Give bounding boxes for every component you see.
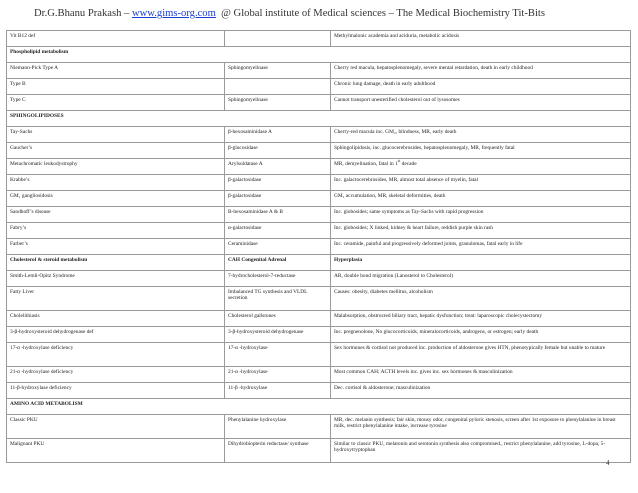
enzyme-cell: Imbalanced TG synthesis and VLDL secretion (225, 287, 331, 311)
features-cell: Inc. globosides; same symptoms as Tay-Sachs with rapid progression (331, 207, 631, 223)
features-cell: Inc. galactocerebrosides, MR, almost total absence of myelin, fatal (331, 175, 631, 191)
hyperplasia-heading-cell: Hyperplasia (331, 255, 631, 271)
header-author: Dr.G.Bhanu Prakash – (34, 8, 132, 19)
cah-heading-cell: CAH Congenital Adrenal (225, 255, 331, 271)
features-cell: Dec. cortisol & aldosterone; masculinization (331, 383, 631, 399)
enzyme-cell: 3-β-hydroxysteroid dehydrogenase (225, 327, 331, 343)
enzyme-cell: β-galactosidase (225, 175, 331, 191)
table-row (7, 327, 631, 343)
disease-cell: Tay-Sachs (7, 127, 225, 143)
features-cell: MR, dec. melanin synthesis; fair skin, mousy odor, congenital pyloric stenosis, screen after 1st exposure to phenylalanine in breast milk, restrict phenylalanine intake, increase tyrosine (331, 415, 631, 439)
table-row (7, 367, 631, 383)
ordinal-suffix: st (397, 159, 401, 164)
disease-cell: Malignant PKU (7, 439, 225, 463)
table-row (7, 439, 631, 463)
features-cell: AR, double bond migration (Lanosterol to Cholesterol) (331, 271, 631, 287)
features-cell: Cannot transport unesterified cholesterol out of lysosomes (331, 95, 631, 111)
section-row (7, 255, 631, 271)
enzyme-cell: Phenylalanine hydroxylase (225, 415, 331, 439)
enzyme-cell: β-glucosidase (225, 143, 331, 159)
enzyme-cell: 21-α -hydroxylase (225, 367, 331, 383)
disease-cell: Type B (7, 79, 225, 95)
table-row (7, 127, 631, 143)
features-cell: Chronic lung damage, death in early adulthood (331, 79, 631, 95)
features-cell: Methylmalonic academia and aciduria, metabolic acidosis (331, 31, 631, 47)
table-row (7, 343, 631, 367)
table-row (7, 143, 631, 159)
table-row (7, 95, 631, 111)
enzyme-cell: 11-β -hydroxylase (225, 383, 331, 399)
enzyme-cell (225, 31, 331, 47)
features-cell: Cherry red macula, hepatosplenomegaly, severe mental retardation, death in early childhood (331, 63, 631, 79)
enzyme-cell: Sphingomyelinase (225, 63, 331, 79)
disease-cell: Metachromatic leukodystrophy (7, 159, 225, 175)
section-row (7, 399, 631, 415)
table-row (7, 223, 631, 239)
table-row (7, 383, 631, 399)
features-cell: Causes: obesity, diabetes mellitus, alcoholism (331, 287, 631, 311)
disease-cell: Vit B12 def (7, 31, 225, 47)
section-row (7, 111, 631, 127)
table-row (7, 159, 631, 175)
table-row (7, 79, 631, 95)
features-cell: Sphingolipidosis, inc. glucocerebrosides, hepatosplenomegaly, MR, frequently fatal (331, 143, 631, 159)
disease-cell: Fatty Liver (7, 287, 225, 311)
disease-cell: Krabbe’s (7, 175, 225, 191)
features-cell: Sex hormones & cortisol not produced inc. production of aldosterone gives HTN, phenotypically female but unable to mature (331, 343, 631, 367)
features-text-tail: decade (400, 161, 417, 167)
enzyme-cell: Arylsuldatase A (225, 159, 331, 175)
disease-cell: 21-α -hydroxylase deficiency (7, 367, 225, 383)
table-row (7, 31, 631, 47)
disease-cell: Sandhoff’s disease (7, 207, 225, 223)
disease-cell: Type C (7, 95, 225, 111)
disease-cell: GM₁ gangliosidosis (7, 191, 225, 207)
header-title: @ Global institute of Medical sciences – The Medical Biochemistry Tit-Bits (215, 8, 545, 19)
disease-cell: Fabry’s (7, 223, 225, 239)
enzyme-cell: β-galactosidase (225, 191, 331, 207)
disease-cell: Smith-Lemli-Opitz Syndrome (7, 271, 225, 287)
enzyme-cell: Cholesterol gallstones (225, 311, 331, 327)
enzyme-cell: α-galactosidase (225, 223, 331, 239)
table-row (7, 311, 631, 327)
table-row (7, 239, 631, 255)
disease-cell: Cholelithiasis (7, 311, 225, 327)
enzyme-cell: β-hexosaminidase A (225, 127, 331, 143)
table-row (7, 415, 631, 439)
disease-cell: Classic PKU (7, 415, 225, 439)
enzyme-cell: 7-hydrocholesterol-7-reductase (225, 271, 331, 287)
page-header (34, 8, 634, 19)
table-row (7, 63, 631, 79)
table-row (7, 191, 631, 207)
features-cell: Most common CAH; ACTH levels inc. gives inc. sex hormones & masculinization (331, 367, 631, 383)
table-row (7, 175, 631, 191)
enzyme-cell: Dihydrobiopterin reductase/ synthase (225, 439, 331, 463)
disease-cell: 17-α -hydroxylase deficiency (7, 343, 225, 367)
features-cell: Inc. ceramide, painful and progressively deformed joints, granulomas, fatal early in life (331, 239, 631, 255)
section-heading-sphingolipidoses: SPHINGOLIPIDOSES (7, 111, 631, 127)
enzyme-cell: 17-α -hydroxylase (225, 343, 331, 367)
enzyme-cell: B-hexosaminidase A & B (225, 207, 331, 223)
features-text: MR, demyelination, fatal in 1 (334, 161, 398, 167)
features-cell (331, 159, 631, 175)
features-cell: Similar to classic PKU, melatonin and serotonin synthesis also compromised., restrict phenylalanine, add tyrosine, L-dopa, 5-hydroxytryptophan (331, 439, 631, 463)
section-heading-cholesterol: Cholesterol & steroid metabolism (7, 255, 225, 271)
disease-cell: 11-β-hydroxylase deficiency (7, 383, 225, 399)
biochemistry-table (6, 30, 631, 463)
disease-cell: Farber’s (7, 239, 225, 255)
section-heading-amino-acid: AMINO ACID METABOLISM (7, 399, 631, 415)
disease-cell: 3-β-hydroxysteroid dehydrogenase def (7, 327, 225, 343)
features-cell: Inc. pregnenolone, No glucocorticoids, mineralocorticoids, androgens, or estrogen; early death (331, 327, 631, 343)
disease-cell: Niemann-Pick Type A (7, 63, 225, 79)
table-row (7, 287, 631, 311)
features-cell: Malabsorption, obstructed biliary tract, hepatic dysfunction; treat: laparoscopic cholecystectomy (331, 311, 631, 327)
header-website-link[interactable]: www.gims-org.com (131, 8, 216, 19)
section-heading-phospholipid: Phospholipid metabolism (7, 47, 631, 63)
enzyme-cell: Sphingomyelinase (225, 95, 331, 111)
table-row (7, 271, 631, 287)
enzyme-cell: Ceraminidase (225, 239, 331, 255)
features-cell: GM₁ accumulation, MR, skeletal deformities, death (331, 191, 631, 207)
page-number: 4 (606, 459, 610, 467)
features-cell: Inc. globosides; X linked, kidney & heart failure, reddish purple skin rash (331, 223, 631, 239)
enzyme-cell (225, 79, 331, 95)
disease-cell: Gaucher’s (7, 143, 225, 159)
features-cell: Cherry-red macula inc. GM₂, blindness, MR, early death (331, 127, 631, 143)
table-row (7, 207, 631, 223)
section-row (7, 47, 631, 63)
